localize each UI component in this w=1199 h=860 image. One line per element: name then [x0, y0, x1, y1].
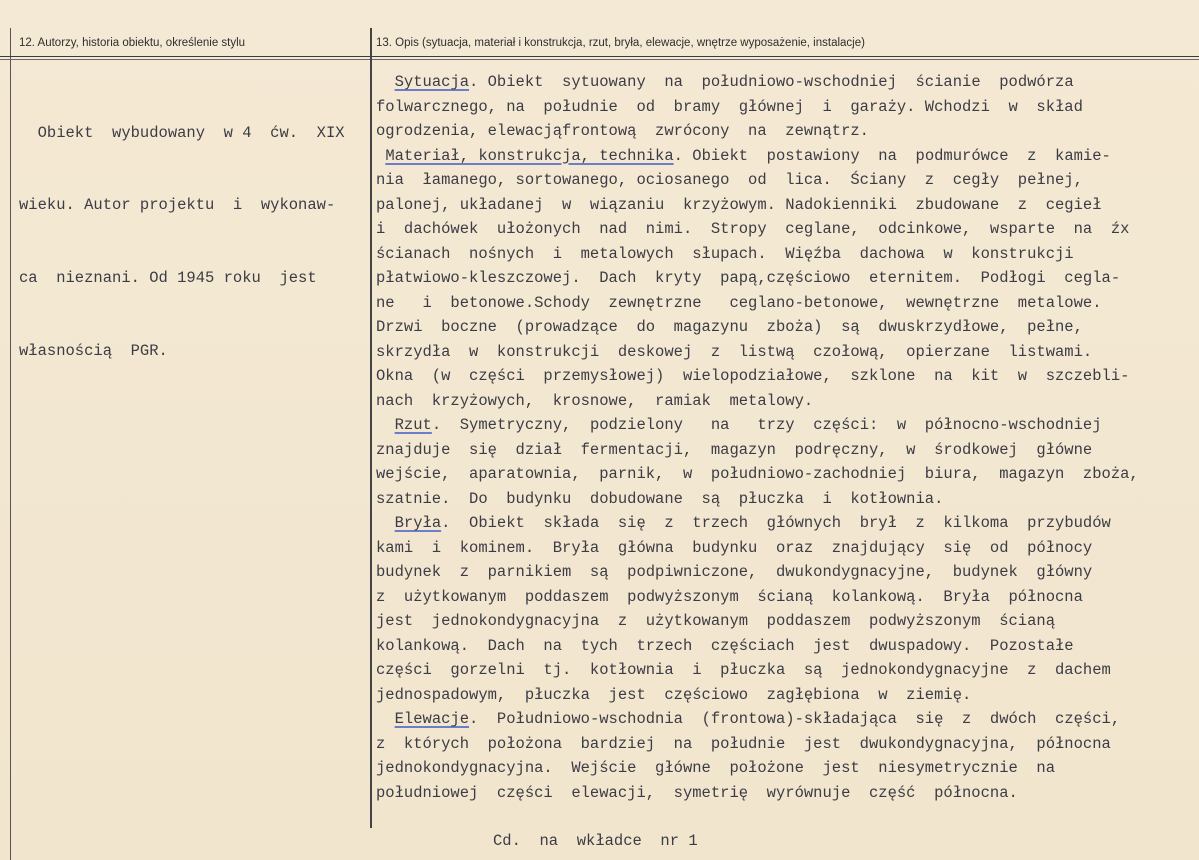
- description-line-text: folwarcznego, na południe od bramy głównej i garaży. Wchodzi w skład: [376, 97, 1083, 116]
- description-line-text: ścianach nośnych i metalowych słupach. Więźba dachowa w konstrukcji: [376, 244, 1074, 263]
- description-line-text: . Obiekt postawiony na podmurówce z kamie-: [673, 146, 1111, 165]
- description-line: [376, 266, 1191, 291]
- column-divider: [370, 28, 372, 828]
- description-line-text: wejście, aparatownia, parnik, w południowo-zachodniej biura, magazyn zboża,: [376, 465, 1139, 483]
- description-line-text: kolankową. Dach na tych trzech częściach jest dwuspadowy. Pozostałe: [376, 636, 1074, 655]
- description-line-text: . Południowo-wschodnia (frontowa)-składająca się z dwóch części,: [469, 710, 1121, 728]
- description-line: [376, 315, 1191, 340]
- section-heading: Sytuacja: [394, 73, 470, 91]
- description-line-text: jednospadowym, płuczka jest częściowo zagłębiona w ziemię.: [376, 685, 972, 704]
- description-line: [376, 119, 1191, 144]
- description-line-text: . Symetryczny, podzielony na trzy części: w północno-wschodniej: [431, 416, 1102, 434]
- description-line: [376, 683, 1191, 708]
- section-heading: Bryła: [394, 514, 442, 532]
- description-text: [376, 70, 1191, 805]
- left-border-rule: [10, 28, 11, 860]
- description-line-text: z użytkowanym poddaszem podwyższonym ścianą kolankową. Bryła północna: [376, 587, 1083, 606]
- description-line-text: ogrodzenia, elewacjąfrontową zwrócony na zewnątrz.: [376, 122, 869, 140]
- section-heading: Materiał, konstrukcja, technika: [385, 146, 674, 165]
- description-line-text: znajduje się dział fermentacji, magazyn podręczny, w środkowej główne: [376, 440, 1093, 459]
- description-line: [376, 95, 1191, 120]
- description-line: [376, 389, 1191, 414]
- description-line: [376, 781, 1191, 806]
- history-text: [19, 72, 369, 412]
- description-line-text: nach krzyżowych, krosnowe, ramiak metalowy.: [376, 391, 814, 410]
- section-12-header: 12. Autorzy, historia obiektu, określenie stylu: [19, 37, 246, 49]
- section-heading: Elewacje: [394, 710, 470, 728]
- description-line-text: . Obiekt sytuowany na południowo-wschodniej ścianie podwórza: [469, 73, 1074, 91]
- description-line: [376, 144, 1191, 169]
- indent: [376, 514, 395, 532]
- section-heading: Rzut: [394, 416, 432, 434]
- description-line: [376, 217, 1191, 242]
- continuation-note: Cd. na wkładce nr 1: [493, 832, 698, 850]
- history-line: własnością PGR.: [19, 342, 168, 361]
- description-line: [376, 413, 1191, 438]
- description-line: [376, 487, 1191, 512]
- description-line-text: nia łamanego, sortowanego, ociosanego od lica. Ściany z cegły pełnej,: [376, 171, 1083, 189]
- description-line-text: z których położona bardziej na południe jest dwukondygnacyjna, północna: [376, 734, 1111, 753]
- description-line-text: i dachówek ułożonych nad nimi. Stropy ceglane, odcinkowe, wsparte na źx: [376, 220, 1130, 238]
- description-line: [376, 70, 1191, 95]
- description-line: [376, 732, 1191, 757]
- description-line: [376, 462, 1191, 487]
- description-line: [376, 438, 1191, 463]
- indent: [376, 710, 395, 728]
- description-line-text: Okna (w części przemysłowej) wielopodziałowe, szklone na kit w szczebli-: [376, 367, 1130, 385]
- description-line-text: jest jednokondygnacyjna z użytkowanym poddaszem podwyższonym ścianą: [376, 612, 1056, 630]
- history-line: ca nieznani. Od 1945 roku jest: [19, 269, 317, 288]
- history-line: wieku. Autor projektu i wykonaw-: [19, 196, 336, 215]
- description-line: [376, 707, 1191, 732]
- description-line: [376, 658, 1191, 683]
- description-line-text: płatwiowo-kleszczowej. Dach kryty papą,częściowo eternitem. Podłogi cegla-: [376, 269, 1121, 287]
- description-line: [376, 756, 1191, 781]
- description-line-text: . Obiekt składa się z trzech głównych brył z kilkoma przybudów: [441, 514, 1111, 532]
- description-line-text: skrzydła w konstrukcji deskowej z listwą czołową, opierzane listwami.: [376, 342, 1093, 361]
- description-line: [376, 340, 1191, 365]
- description-line-text: budynek z parnikiem są podpiwniczone, dwukondygnacyjne, budynek główny: [376, 563, 1093, 581]
- description-line-text: ne i betonowe.Schody zewnętrzne ceglano-betonowe, wewnętrzne metalowe.: [376, 293, 1102, 312]
- indent: [376, 73, 395, 91]
- description-line: [376, 536, 1191, 561]
- description-line: [376, 168, 1191, 193]
- description-line-text: palonej, układanej w wiązaniu krzyżowym. Nadokienniki zbudowane z cegieł: [376, 195, 1102, 214]
- description-line: [376, 242, 1191, 267]
- description-line: [376, 560, 1191, 585]
- indent: [376, 416, 395, 434]
- header-rule: [0, 56, 1199, 57]
- description-line-text: kami i kominem. Bryła główna budynku oraz znajdujący się od północy: [376, 538, 1093, 557]
- description-line: [376, 634, 1191, 659]
- description-line: [376, 291, 1191, 316]
- description-line: [376, 193, 1191, 218]
- description-line: [376, 511, 1191, 536]
- description-line-text: Drzwi boczne (prowadzące do magazynu zboża) są dwuskrzydłowe, pełne,: [376, 318, 1083, 336]
- section-13-header: 13. Opis (sytuacja, materiał i konstrukcja, rzut, bryła, elewacje, wnętrze wyposażenie, instalacje): [376, 37, 865, 49]
- header-rule-secondary: [0, 59, 1199, 60]
- history-line: Obiekt wybudowany w 4 ćw. XIX: [19, 123, 345, 142]
- description-line: [376, 364, 1191, 389]
- indent: [376, 147, 385, 165]
- description-line: [376, 585, 1191, 610]
- description-line-text: jednokondygnacyjna. Wejście główne położone jest niesymetrycznie na: [376, 759, 1056, 777]
- description-line: [376, 609, 1191, 634]
- description-line-text: szatnie. Do budynku dobudowane są płuczka i kotłownia.: [376, 489, 944, 508]
- description-line-text: południowej części elewacji, symetrię wyrównuje część północna.: [376, 783, 1018, 802]
- description-line-text: części gorzelni tj. kotłownia i płuczka są jednokondygnacyjne z dachem: [376, 661, 1111, 679]
